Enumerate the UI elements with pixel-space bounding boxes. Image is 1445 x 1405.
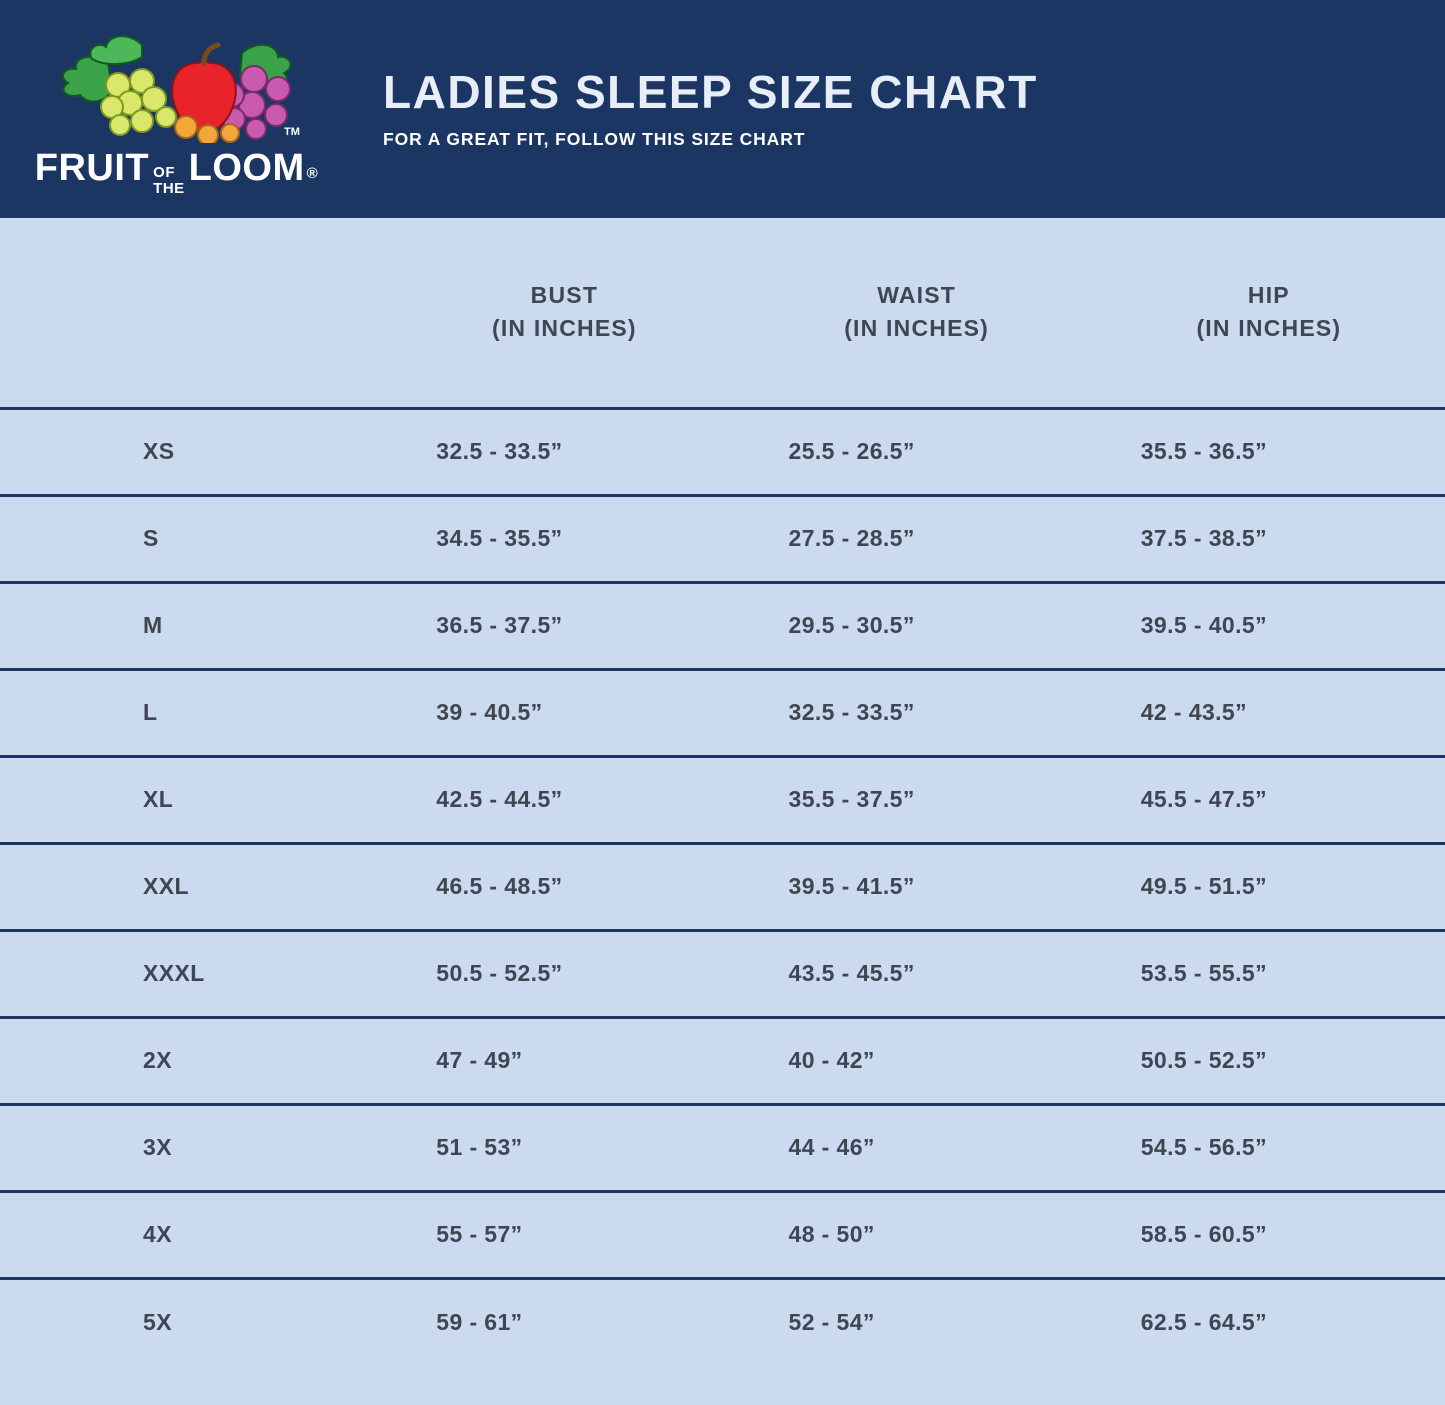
column-header-size: [0, 218, 388, 408]
column-header-waist: [741, 218, 1093, 408]
table-row: [0, 408, 1445, 495]
table-row: [0, 930, 1445, 1017]
cell-waist: 35.5 - 37.5”: [741, 756, 1093, 843]
fruit-of-the-loom-fruit-cluster-icon: [46, 23, 306, 143]
table-row: [0, 843, 1445, 930]
cell-bust: 39 - 40.5”: [388, 669, 740, 756]
cell-hip: 45.5 - 47.5”: [1093, 756, 1445, 843]
cell-bust: 32.5 - 33.5”: [388, 408, 740, 495]
cell-waist: 40 - 42”: [741, 1017, 1093, 1104]
table-row: [0, 1104, 1445, 1191]
header-banner: [0, 0, 1445, 218]
cell-size: 2X: [0, 1017, 388, 1104]
size-table: [0, 218, 1445, 1365]
column-header-bust: [388, 218, 740, 408]
cell-size: S: [0, 495, 388, 582]
cell-waist: 52 - 54”: [788, 1308, 875, 1335]
cell-hip: 37.5 - 38.5”: [1093, 495, 1445, 582]
cell-bust: 46.5 - 48.5”: [388, 843, 740, 930]
page-title: LADIES SLEEP SIZE CHART: [383, 65, 1038, 118]
cell-waist: 44 - 46”: [741, 1104, 1093, 1191]
cell-waist: 39.5 - 41.5”: [741, 843, 1093, 930]
brand-logo: [0, 0, 345, 218]
cell-size: XXXL: [0, 930, 388, 1017]
column-header-waist-unit: (IN INCHES): [844, 315, 990, 342]
table-row: [0, 756, 1445, 843]
table-row: [0, 669, 1445, 756]
bottom-spacer: [0, 1365, 1445, 1405]
cell-hip: 54.5 - 56.5”: [1093, 1104, 1445, 1191]
cell-hip: 35.5 - 36.5”: [1093, 408, 1445, 495]
cell-size: XXL: [0, 843, 388, 930]
table-body: [0, 408, 1445, 1365]
table-row: [0, 582, 1445, 669]
cell-waist: 29.5 - 30.5”: [741, 582, 1093, 669]
cell-hip: 58.5 - 60.5”: [1093, 1191, 1445, 1278]
wordmark-loom: LOOM: [188, 147, 305, 190]
column-header-hip-unit: (IN INCHES): [1196, 315, 1342, 342]
cell-hip: 39.5 - 40.5”: [1093, 582, 1445, 669]
column-header-bust-label: BUST: [530, 281, 599, 308]
size-table-container: [0, 218, 1445, 1365]
wordmark-of: OF: [153, 164, 175, 182]
cell-waist: 43.5 - 45.5”: [741, 930, 1093, 1017]
brand-wordmark: [35, 149, 318, 199]
cell-size: XL: [0, 756, 388, 843]
cell-size: M: [0, 582, 388, 669]
cell-bust: 59 - 61”: [436, 1308, 523, 1335]
wordmark-fruit: FRUIT: [34, 147, 150, 190]
cell-waist: 27.5 - 28.5”: [741, 495, 1093, 582]
cell-hip: 53.5 - 55.5”: [1093, 930, 1445, 1017]
column-header-hip: [1093, 218, 1445, 408]
table-row: [0, 1017, 1445, 1104]
cell-bust: 47 - 49”: [388, 1017, 740, 1104]
cell-hip: 42 - 43.5”: [1093, 669, 1445, 756]
cell-bust: 51 - 53”: [388, 1104, 740, 1191]
cell-size: 4X: [0, 1191, 388, 1278]
table-row: [0, 1191, 1445, 1278]
table-row: [0, 495, 1445, 582]
cell-bust: 50.5 - 52.5”: [388, 930, 740, 1017]
table-row: [0, 1278, 1445, 1365]
wordmark-of-the: [153, 165, 185, 196]
cell-size: 3X: [0, 1104, 388, 1191]
wordmark-the: THE: [153, 179, 185, 197]
table-header: [0, 218, 1445, 408]
cell-waist: 25.5 - 26.5”: [741, 408, 1093, 495]
registered-mark: ®: [306, 165, 319, 183]
cell-hip: 49.5 - 51.5”: [1093, 843, 1445, 930]
page-subtitle: FOR A GREAT FIT, FOLLOW THIS SIZE CHART: [383, 128, 806, 149]
table-header-row: [0, 218, 1445, 408]
cell-bust: 55 - 57”: [388, 1191, 740, 1278]
cell-waist: 48 - 50”: [741, 1191, 1093, 1278]
cell-bust: 42.5 - 44.5”: [388, 756, 740, 843]
column-header-waist-label: WAIST: [877, 281, 957, 308]
cell-size: XS: [0, 408, 388, 495]
cell-size: L: [0, 669, 388, 756]
cell-bust: 34.5 - 35.5”: [388, 495, 740, 582]
cell-hip: 62.5 - 64.5”: [1140, 1308, 1268, 1335]
column-header-bust-unit: (IN INCHES): [491, 315, 637, 342]
svg-text:TM: TM: [283, 126, 300, 139]
cell-hip: 50.5 - 52.5”: [1093, 1017, 1445, 1104]
cell-bust: 36.5 - 37.5”: [388, 582, 740, 669]
header-text-block: [345, 65, 1038, 150]
column-header-hip-label: HIP: [1247, 281, 1290, 308]
cell-size: 5X: [143, 1308, 172, 1335]
cell-waist: 32.5 - 33.5”: [741, 669, 1093, 756]
